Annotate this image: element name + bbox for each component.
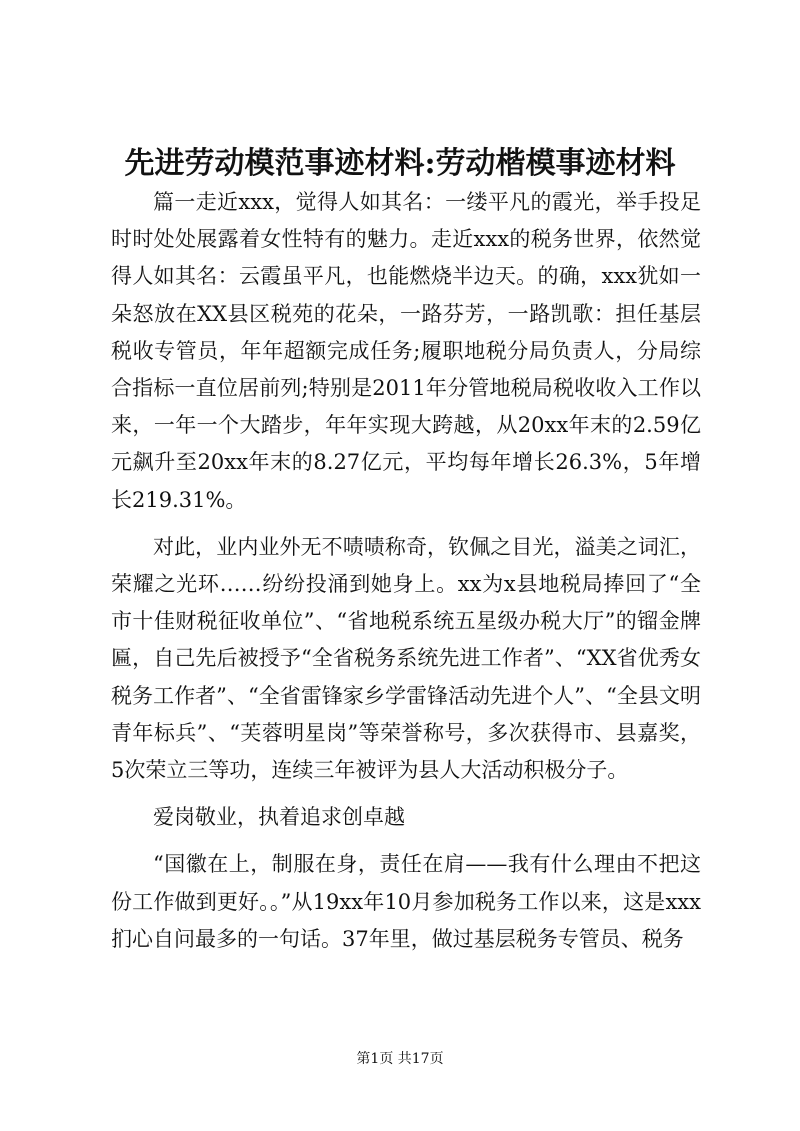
section-heading: 爱岗敬业，执着追求创卓越: [153, 805, 405, 830]
paragraph-quote: “国徽在上，制服在身，责任在肩——我有什么理由不把这份工作做到更好。。”从19xx年10月参加税务工作以来，这是xxx扪心自问最多的一句话。37年里，做过基层税务专管员、税务: [111, 852, 701, 951]
page-number: 第1页 共17页: [356, 1051, 444, 1067]
document-body: [111, 184, 701, 958]
document-title: 先进劳动模范事迹材料:劳动楷模事迹材料: [124, 146, 676, 181]
paragraph-intro: 篇一走近xxx，觉得人如其名：一缕平凡的霞光，举手投足时时处处展露着女性特有的魅力。走近xxx的税务世界，依然觉得人如其名：云霞虽平凡，也能燃烧半边天。的确，xxx犹如一朵怒放在XX县区税苑的花朵，一路芬芳，一路凯歌：担任基层税收专管员，年年超额完成任务;履职地税分局负责人，分局综合指标一直位居前列;特别是2011年分管地税局税收收入工作以来，一年一个大踏步，年年实现大跨越，从20xx年末的2.59亿元飙升至20xx年末的8.27亿元，平均每年增长26.3%，5年增长219.31%。: [111, 190, 701, 512]
paragraph-honors: 对此，业内业外无不啧啧称奇，钦佩之目光，溢美之词汇，荣耀之光环……纷纷投涌到她身上。xx为x县地税局捧回了“全市十佳财税征收单位”、“省地税系统五星级办税大厅”的镏金牌匾，自己先后被授予“全省税务系统先进工作者”、“XX省优秀女税务工作者”、“全省雷锋家乡学雷锋活动先进个人”、“全县文明青年标兵”、“芙蓉明星岗”等荣誉称号，多次获得市、县嘉奖，5次荣立三等功，连续三年被评为县人大活动积极分子。: [111, 534, 701, 783]
